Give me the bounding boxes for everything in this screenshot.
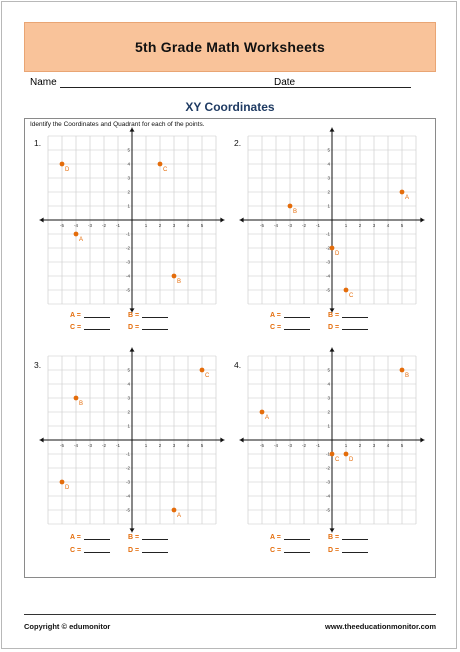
answer-c-1 <box>70 324 110 331</box>
y-tick-label: -1 <box>325 451 330 457</box>
point-label-d: D <box>335 251 340 257</box>
answer-line[interactable] <box>284 317 310 318</box>
point-b <box>172 274 177 279</box>
y-tick-label: 2 <box>127 409 130 415</box>
point-d <box>330 246 335 251</box>
y-tick-label: -2 <box>125 245 130 251</box>
x-tick-label: -1 <box>315 443 321 448</box>
x-tick-label: 3 <box>172 223 176 228</box>
x-tick-label: -2 <box>101 443 107 448</box>
y-tick-label: -2 <box>325 465 330 471</box>
answer-a-1 <box>70 312 110 319</box>
point-label-c: C <box>205 373 210 379</box>
answer-line[interactable] <box>84 317 110 318</box>
y-tick-label: -2 <box>125 465 130 471</box>
x-tick-label: 2 <box>158 223 162 228</box>
x-tick-label: -4 <box>73 443 79 448</box>
y-tick-label: -4 <box>325 273 330 279</box>
answer-label: A = <box>70 534 81 541</box>
y-tick-label: -5 <box>125 287 130 293</box>
answer-label: A = <box>70 312 81 319</box>
x-tick-label: 2 <box>358 223 362 228</box>
answer-label: D = <box>328 324 340 331</box>
answer-line[interactable] <box>342 317 368 318</box>
x-tick-label: 1 <box>344 223 348 228</box>
answer-c-4 <box>270 547 310 554</box>
name-field-line[interactable] <box>60 87 300 88</box>
y-tick-label: 4 <box>127 381 130 387</box>
point-label-c: C <box>349 293 354 299</box>
point-a <box>172 508 177 513</box>
x-tick-label: 4 <box>386 443 390 448</box>
answer-label: B = <box>128 312 140 319</box>
answer-label: D = <box>128 324 140 331</box>
point-c <box>330 452 335 457</box>
section-title: XY Coordinates <box>185 100 275 114</box>
footer-copyright: Copyright © edumonitor <box>24 622 111 631</box>
answer-line[interactable] <box>142 552 168 553</box>
point-d <box>344 452 349 457</box>
answer-c-2 <box>270 324 310 331</box>
point-label-d: D <box>65 167 70 173</box>
problem-number-3: 3. <box>34 360 42 370</box>
x-tick-label: 3 <box>372 443 376 448</box>
y-tick-label: -3 <box>325 479 330 485</box>
y-tick-label: -5 <box>125 507 130 513</box>
x-tick-label: -2 <box>101 223 107 228</box>
answer-a-2 <box>270 312 310 319</box>
y-tick-label: -5 <box>325 287 330 293</box>
point-d <box>60 162 65 167</box>
answer-d-4 <box>328 547 368 554</box>
y-tick-label: -4 <box>325 493 330 499</box>
x-tick-label: -3 <box>287 443 293 448</box>
answer-line[interactable] <box>84 552 110 553</box>
answer-label: B = <box>128 534 140 541</box>
answer-b-3 <box>128 534 168 541</box>
x-tick-label: -5 <box>259 223 265 228</box>
x-tick-label: -4 <box>273 223 279 228</box>
name-label: Name <box>30 77 57 88</box>
x-tick-label: 1 <box>144 223 148 228</box>
y-tick-label: 2 <box>327 409 330 415</box>
date-label: Date <box>274 77 296 88</box>
answer-b-4 <box>328 534 368 541</box>
point-a <box>400 190 405 195</box>
x-tick-label: 5 <box>200 443 204 448</box>
x-tick-label: 4 <box>186 443 190 448</box>
answer-line[interactable] <box>142 329 168 330</box>
point-c <box>158 162 163 167</box>
x-tick-label: -3 <box>287 223 293 228</box>
answer-line[interactable] <box>284 552 310 553</box>
answer-a-3 <box>70 534 110 541</box>
point-label-b: B <box>405 373 410 379</box>
footer-rule <box>24 614 436 615</box>
x-tick-label: -3 <box>87 443 93 448</box>
x-tick-label: 1 <box>144 443 148 448</box>
y-tick-label: 4 <box>127 161 130 167</box>
y-tick-label: 2 <box>327 189 330 195</box>
y-tick-label: 5 <box>327 367 330 373</box>
y-tick-label: -3 <box>125 259 130 265</box>
answer-label: A = <box>270 534 281 541</box>
point-label-d: D <box>65 485 70 491</box>
y-tick-label: -1 <box>325 231 330 237</box>
point-d <box>60 480 65 485</box>
x-tick-label: 5 <box>200 223 204 228</box>
header-band <box>24 22 436 72</box>
y-tick-label: 1 <box>127 423 130 429</box>
y-tick-label: -3 <box>325 259 330 265</box>
answer-label: B = <box>328 312 340 319</box>
point-label-b: B <box>79 401 84 407</box>
y-tick-label: 2 <box>127 189 130 195</box>
x-tick-label: 3 <box>372 223 376 228</box>
x-tick-label: -1 <box>315 223 321 228</box>
y-tick-label: 1 <box>327 203 330 209</box>
y-tick-label: 5 <box>127 367 130 373</box>
answer-line[interactable] <box>342 552 368 553</box>
point-b <box>288 204 293 209</box>
y-tick-label: -4 <box>125 273 130 279</box>
answer-label: C = <box>70 324 82 331</box>
x-tick-label: 3 <box>172 443 176 448</box>
x-tick-label: 5 <box>400 443 404 448</box>
x-tick-label: -5 <box>259 443 265 448</box>
x-tick-label: -5 <box>59 443 65 448</box>
x-tick-label: -3 <box>87 223 93 228</box>
coordinate-grid-1 <box>44 140 220 306</box>
answer-label: C = <box>270 547 282 554</box>
problem-number-2: 2. <box>234 138 242 148</box>
point-c <box>200 368 205 373</box>
y-tick-label: -4 <box>125 493 130 499</box>
answer-c-3 <box>70 547 110 554</box>
y-tick-label: -1 <box>125 231 130 237</box>
y-tick-label: 3 <box>327 395 330 401</box>
point-label-b: B <box>177 279 182 285</box>
point-label-c: C <box>163 167 168 173</box>
coordinate-grid-4 <box>244 360 420 526</box>
x-tick-label: 1 <box>344 443 348 448</box>
y-tick-label: 3 <box>127 395 130 401</box>
point-label-a: A <box>177 513 182 519</box>
x-tick-label: -1 <box>115 223 121 228</box>
answer-d-3 <box>128 547 168 554</box>
answer-line[interactable] <box>142 317 168 318</box>
y-tick-label: -1 <box>125 451 130 457</box>
answer-b-2 <box>328 312 368 319</box>
y-tick-label: 5 <box>327 147 330 153</box>
x-tick-label: 2 <box>158 443 162 448</box>
answer-line[interactable] <box>284 329 310 330</box>
point-a <box>260 410 265 415</box>
x-tick-label: 5 <box>400 223 404 228</box>
x-tick-label: 2 <box>358 443 362 448</box>
footer-site-link[interactable]: www.theeducationmonitor.com <box>325 622 436 631</box>
answer-label: D = <box>128 547 140 554</box>
name-date-row <box>30 75 430 91</box>
answer-a-4 <box>270 534 310 541</box>
answer-label: C = <box>70 547 82 554</box>
point-label-c: C <box>335 457 340 463</box>
answer-line[interactable] <box>342 329 368 330</box>
point-label-a: A <box>79 237 84 243</box>
answer-label: A = <box>270 312 281 319</box>
point-a <box>74 232 79 237</box>
x-tick-label: -4 <box>73 223 79 228</box>
y-tick-label: -3 <box>125 479 130 485</box>
problem-number-1: 1. <box>34 138 42 148</box>
x-tick-label: 4 <box>186 223 190 228</box>
x-tick-label: -1 <box>115 443 121 448</box>
answer-label: C = <box>270 324 282 331</box>
point-label-d: D <box>349 457 354 463</box>
y-tick-label: 4 <box>327 381 330 387</box>
x-tick-label: 4 <box>386 223 390 228</box>
point-label-a: A <box>405 195 410 201</box>
answer-d-1 <box>128 324 168 331</box>
y-tick-label: 3 <box>127 175 130 181</box>
point-label-b: B <box>293 209 298 215</box>
coordinate-grid-2 <box>244 140 420 306</box>
answer-d-2 <box>328 324 368 331</box>
answer-line[interactable] <box>142 539 168 540</box>
point-label-a: A <box>265 415 270 421</box>
x-tick-label: -2 <box>301 223 307 228</box>
coordinate-grid-3 <box>44 360 220 526</box>
instructions: Identify the Coordinates and Quadrant for each of the points. <box>30 121 205 128</box>
x-tick-label: -4 <box>273 443 279 448</box>
date-field-line[interactable] <box>298 87 411 88</box>
point-c <box>344 288 349 293</box>
answer-b-1 <box>128 312 168 319</box>
y-tick-label: -5 <box>325 507 330 513</box>
y-tick-label: 1 <box>327 423 330 429</box>
answer-line[interactable] <box>342 539 368 540</box>
answer-line[interactable] <box>84 539 110 540</box>
x-tick-label: -2 <box>301 443 307 448</box>
y-tick-label: 1 <box>127 203 130 209</box>
worksheet-title: 5th Grade Math Worksheets <box>135 39 325 55</box>
answer-label: B = <box>328 534 340 541</box>
point-b <box>400 368 405 373</box>
answer-line[interactable] <box>84 329 110 330</box>
point-b <box>74 396 79 401</box>
problem-number-4: 4. <box>234 360 242 370</box>
answer-line[interactable] <box>284 539 310 540</box>
y-tick-label: 4 <box>327 161 330 167</box>
y-tick-label: -2 <box>325 245 330 251</box>
y-tick-label: 5 <box>127 147 130 153</box>
y-tick-label: 3 <box>327 175 330 181</box>
x-tick-label: -5 <box>59 223 65 228</box>
answer-label: D = <box>328 547 340 554</box>
